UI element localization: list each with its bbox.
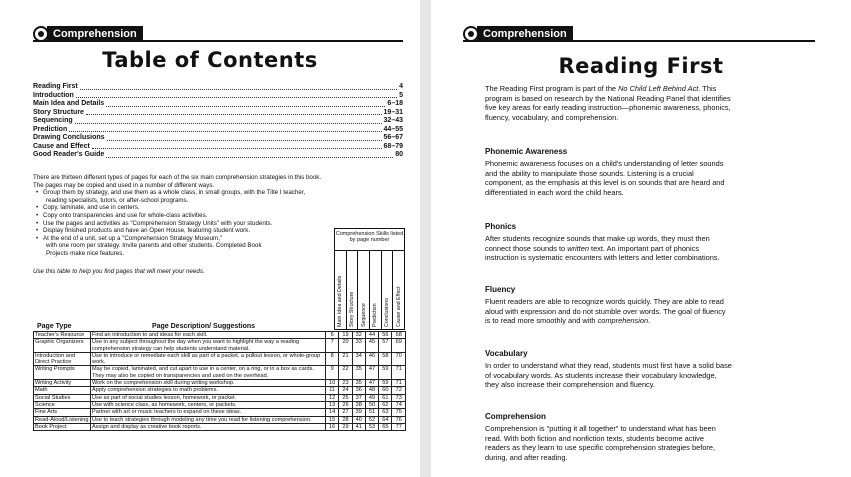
row-page-number: 9: [326, 366, 339, 380]
page-title: Table of Contents: [102, 48, 318, 72]
row-page-number: 69: [392, 339, 406, 353]
emphasis: written: [567, 243, 589, 253]
intro-line: The pages may be copied and used in a number of different ways.: [33, 181, 215, 189]
toc-dots: [69, 131, 381, 132]
row-page-number: 26: [339, 401, 352, 408]
body-line: The Reading First program is part of the No Child Left Behind Act. This: [485, 84, 717, 93]
row-page-type: Introduction and Direct Practice: [34, 352, 91, 366]
target-icon: [33, 26, 49, 42]
toc-page: 56–67: [383, 134, 403, 141]
usage-line: • At the end of a unit, set up a "Comprehension Strategy Museum,": [43, 234, 223, 242]
row-page-type: Social Studies: [34, 394, 91, 401]
table-row: [34, 394, 406, 401]
row-page-number: 15: [326, 416, 339, 423]
toc-dots: [106, 157, 393, 158]
row-page-number: 6: [326, 332, 339, 339]
toc-entry: [33, 126, 403, 135]
left-page: [0, 0, 420, 477]
body-line: component, as the emphasis at this level is on sounds that are heard and: [485, 178, 725, 188]
row-page-number: 8: [326, 352, 339, 366]
row-page-number: 28: [339, 416, 352, 423]
usage-line: • Group them by strategy, and use them as a whole class, in small groups, with the Title I teacher,: [43, 189, 306, 197]
skills-header: Comprehension Skills listed by page number: [335, 229, 404, 251]
toc-dots: [106, 106, 385, 107]
intro-line: There are thirteen different types of pages for each of the six main comprehension strategies in this book.: [33, 174, 322, 181]
row-page-number: 19: [339, 332, 352, 339]
toc-label: Reading First: [33, 83, 78, 90]
usage-item: [39, 220, 405, 228]
section-heading: Fluency: [485, 285, 516, 294]
toc-entry: [33, 143, 403, 152]
table-body: [34, 332, 406, 431]
skill-label: Prediction: [372, 303, 379, 327]
toc-label: Introduction: [33, 91, 74, 99]
row-page-number: 27: [339, 409, 352, 416]
toc-dots: [80, 89, 397, 90]
row-page-number: 35: [352, 380, 365, 387]
toc-label: Good Reader's Guide: [33, 151, 105, 158]
skill-column: [347, 251, 359, 329]
toc-label: Drawing Conclusions: [33, 134, 105, 141]
row-page-number: 60: [379, 387, 392, 394]
toc-entry: [33, 83, 403, 92]
row-page-number: 23: [339, 380, 352, 387]
skill-label: Conclusions: [384, 298, 391, 327]
row-page-number: 47: [365, 380, 378, 387]
row-page-number: 71: [392, 380, 406, 387]
table-row: [34, 409, 406, 416]
row-page-number: 44: [365, 332, 378, 339]
skill-label: Main Idea and Details: [337, 275, 344, 327]
row-page-type: Teacher's Resource: [34, 332, 91, 339]
body-line: and the ability to manipulate those sounds. Listening is a crucial: [485, 168, 694, 178]
body-line: readers as they learn to use specific comprehension strategies before,: [485, 443, 716, 453]
row-page-number: 14: [326, 409, 339, 416]
toc-page: 5: [399, 91, 403, 99]
usage-line: Projects make nice features.: [46, 249, 125, 257]
toc-page: 80: [395, 151, 403, 158]
row-page-type: Fine Arts: [34, 409, 91, 416]
table-row: [34, 387, 406, 394]
row-page-number: 41: [352, 423, 365, 430]
usage-line: • Copy onto transparencies and use for whole-class activities.: [43, 211, 208, 219]
row-description: Assign and display as creative book reports.: [91, 423, 326, 430]
body-line: they also increase their comprehension and fluency.: [485, 380, 655, 390]
body-line: differentiated in each word the child hears.: [485, 187, 624, 197]
usage-item: [39, 212, 405, 220]
toc-label: Prediction: [33, 125, 68, 133]
toc-dots: [76, 97, 397, 98]
toc-page: 19–31: [383, 108, 403, 116]
row-page-type: Read-Aloud/Listening: [35, 416, 89, 423]
skill-label: Sequence: [360, 303, 367, 327]
toc-entry: [33, 151, 403, 160]
table-row: [34, 416, 406, 423]
row-page-number: 64: [379, 416, 392, 423]
toc-entry: [33, 134, 403, 143]
row-page-number: 68: [392, 332, 406, 339]
row-page-number: 53: [365, 423, 378, 430]
row-page-number: 16: [326, 423, 339, 430]
skill-label: Story Structure: [349, 291, 355, 327]
table-row: [34, 401, 406, 408]
row-page-number: 21: [339, 352, 352, 366]
skill-column: [370, 251, 382, 329]
table-row: [34, 423, 406, 430]
row-page-number: 70: [392, 352, 406, 366]
toc-page: 68–79: [383, 142, 403, 150]
section-heading: Phonics: [485, 222, 517, 231]
toc-label: Main Idea and Details: [33, 100, 105, 107]
row-page-number: 59: [379, 366, 392, 380]
row-page-number: 51: [365, 409, 378, 416]
toc-entry: [33, 92, 403, 101]
body-line: Fluent readers are able to recognize words quickly. They are able to read: [485, 297, 724, 306]
usage-line: reading specialists, tutors, or after-school programs.: [46, 196, 189, 204]
row-page-type: Writing Activity: [34, 380, 91, 387]
toc-entry: [33, 117, 403, 126]
row-page-number: 61: [379, 394, 392, 401]
table-row: [34, 352, 406, 366]
row-page-type: Math: [34, 387, 91, 394]
row-page-number: 40: [352, 416, 365, 423]
toc-page: 32–43: [383, 117, 403, 124]
row-page-type: Book Project: [34, 423, 91, 430]
header-description: Page Description/ Suggestions: [151, 323, 256, 330]
row-page-number: 46: [365, 352, 378, 366]
row-description: Work on the comprehension skill during writing workshop.: [91, 380, 326, 387]
usage-line: • Use the pages and activities as "Comprehension Strategy Units" with your students.: [43, 219, 273, 227]
toc-entry: [33, 109, 403, 118]
table-row: [34, 332, 406, 339]
row-page-number: 76: [392, 416, 406, 423]
row-page-number: 39: [352, 409, 365, 416]
row-description: Use as part of social studies lesson, homework, or packet.: [91, 394, 326, 401]
emphasis: No Child Left Behind Act: [618, 84, 699, 93]
body-line: In order to understand what they read, students must first have a solid base: [485, 361, 732, 370]
target-icon: [463, 26, 479, 42]
toc-label: Cause and Effect: [33, 142, 90, 150]
skills-columns: [335, 251, 404, 329]
skill-column: [358, 251, 370, 329]
usage-item: [39, 189, 405, 204]
row-description: Find an introduction to and ideas for each skill.: [91, 332, 326, 339]
header-page-type: Page Type: [37, 323, 72, 330]
row-page-number: 24: [339, 387, 352, 394]
body-line: instruction is systematic encounters with letters and letter combinations.: [485, 253, 720, 263]
skills-box: [334, 228, 405, 330]
page-table: [33, 320, 405, 431]
usage-line: with one room per strategy. Invite parents and other students. Completed Book: [46, 242, 262, 250]
banner-rule: [463, 40, 815, 42]
row-page-number: 75: [392, 409, 406, 416]
row-page-number: 12: [326, 394, 339, 401]
row-page-number: 57: [379, 339, 392, 353]
row-page-number: 29: [339, 423, 352, 430]
row-page-number: 20: [339, 339, 352, 353]
body-line: connect those sounds to written text. An important part of phonics: [485, 243, 700, 253]
body-line: program is based on research by the National Reading Panel that identifies: [485, 93, 731, 103]
row-page-number: 63: [379, 409, 392, 416]
row-page-number: 73: [392, 394, 406, 401]
page-title: Reading First: [558, 54, 724, 78]
row-page-number: 50: [365, 401, 378, 408]
emphasis: comprehension: [597, 316, 649, 326]
body-line: Phonemic awareness focuses on a child's understanding of letter sounds: [485, 159, 724, 168]
toc-dots: [107, 140, 382, 141]
row-page-number: 35: [352, 366, 365, 380]
row-page-number: 11: [326, 387, 339, 394]
section-heading: Comprehension: [485, 412, 546, 421]
banner-label: Comprehension: [477, 26, 573, 42]
toc-dots: [86, 114, 382, 115]
table-row: [34, 366, 406, 380]
body-line: After students recognize sounds that make up words, they must then: [485, 234, 710, 243]
banner-rule: [33, 40, 403, 42]
body-line: of vocabulary words. As students increase their vocabulary knowledge,: [485, 370, 717, 380]
section-heading: Phonemic Awareness: [485, 147, 568, 156]
row-description: Use in any subject throughout the day when you want to highlight the way a reading comprehension strategy can help students understand material.: [91, 339, 326, 353]
toc-list: [33, 83, 403, 160]
skill-column: [382, 251, 394, 329]
row-page-number: 33: [352, 339, 365, 353]
row-description: Use to introduce or remediate each skill as part of a packet, a pullout lesson, or whole-group work.: [91, 352, 326, 366]
page-gutter: [420, 0, 431, 477]
row-page-number: 22: [339, 366, 352, 380]
row-page-number: 59: [379, 380, 392, 387]
skill-column: [393, 251, 404, 329]
row-description: Apply comprehension strategies to math problems.: [91, 387, 326, 394]
body-line: aloud with expression and do not stumble over words. The goal of fluency: [485, 306, 726, 316]
toc-page: 44–55: [383, 125, 403, 133]
body-line: read. With both fiction and nonfiction texts, students become active: [485, 433, 704, 443]
row-page-number: 34: [352, 352, 365, 366]
toc-label: Sequencing: [33, 117, 73, 124]
table-row: [34, 339, 406, 353]
row-page-type: Graphic Organizers: [34, 339, 91, 353]
skill-column: [335, 251, 347, 329]
table-note: Use this table to help you find pages that will meet your needs.: [33, 267, 205, 275]
row-page-number: 77: [392, 423, 406, 430]
row-page-number: 49: [365, 394, 378, 401]
toc-page: 6–18: [387, 100, 403, 107]
body-line: is to read more smoothly and with comprehension.: [485, 316, 651, 326]
section-heading: Vocabulary: [485, 349, 528, 358]
usage-item: [39, 204, 405, 212]
row-description: May be copied, laminated, and cut apart to use in a center, on a ring, or in a box as cards. They may also be copied on transparencies and used on the overhead.: [91, 366, 326, 380]
row-page-number: 45: [365, 339, 378, 353]
body-line: during, and after reading.: [485, 452, 568, 462]
row-page-number: 62: [379, 401, 392, 408]
table-header: [33, 320, 405, 330]
row-description: Use with science class, as homework, centers, or packets.: [91, 401, 326, 408]
body-line: Comprehension is "putting it all together" to understand what has been: [485, 424, 716, 433]
row-page-type: Science: [34, 401, 91, 408]
row-page-number: 10: [326, 380, 339, 387]
row-page-number: 47: [365, 366, 378, 380]
row-page-number: 65: [379, 423, 392, 430]
row-page-number: 71: [392, 366, 406, 380]
body-line: five key areas for early reading instruction—phonemic awareness, phonics,: [485, 103, 731, 113]
table-row: [34, 380, 406, 387]
row-page-number: 48: [365, 387, 378, 394]
row-page-number: 32: [352, 332, 365, 339]
row-page-number: 37: [352, 394, 365, 401]
row-description: Partner with art or music teachers to expand on these ideas.: [91, 409, 326, 416]
toc-label: Story Structure: [33, 108, 84, 116]
row-description: Use to teach strategies through modeling any time you read for listening comprehension.: [91, 416, 326, 423]
toc-dots: [75, 123, 382, 124]
toc-page: 4: [399, 83, 403, 90]
row-page-number: 36: [352, 387, 365, 394]
row-page-number: 58: [379, 352, 392, 366]
row-page-number: 7: [326, 339, 339, 353]
skill-label: Cause and Effect: [395, 286, 402, 327]
row-page-number: 74: [392, 401, 406, 408]
toc-dots: [92, 148, 382, 149]
toc-entry: [33, 100, 403, 109]
row-page-number: 38: [352, 401, 365, 408]
usage-line: • Copy, laminate, and use in centers.: [43, 204, 140, 212]
body-line: fluency, vocabulary, and comprehension.: [485, 112, 619, 122]
row-page-number: 56: [379, 332, 392, 339]
row-page-number: 13: [326, 401, 339, 408]
row-page-type: Writing Prompts: [34, 366, 91, 380]
row-page-number: 72: [392, 387, 406, 394]
usage-line: • Display finished products and have an Open House, featuring student work.: [43, 227, 251, 235]
row-page-number: 25: [339, 394, 352, 401]
row-page-number: 52: [365, 416, 378, 423]
banner-label: Comprehension: [47, 26, 143, 42]
